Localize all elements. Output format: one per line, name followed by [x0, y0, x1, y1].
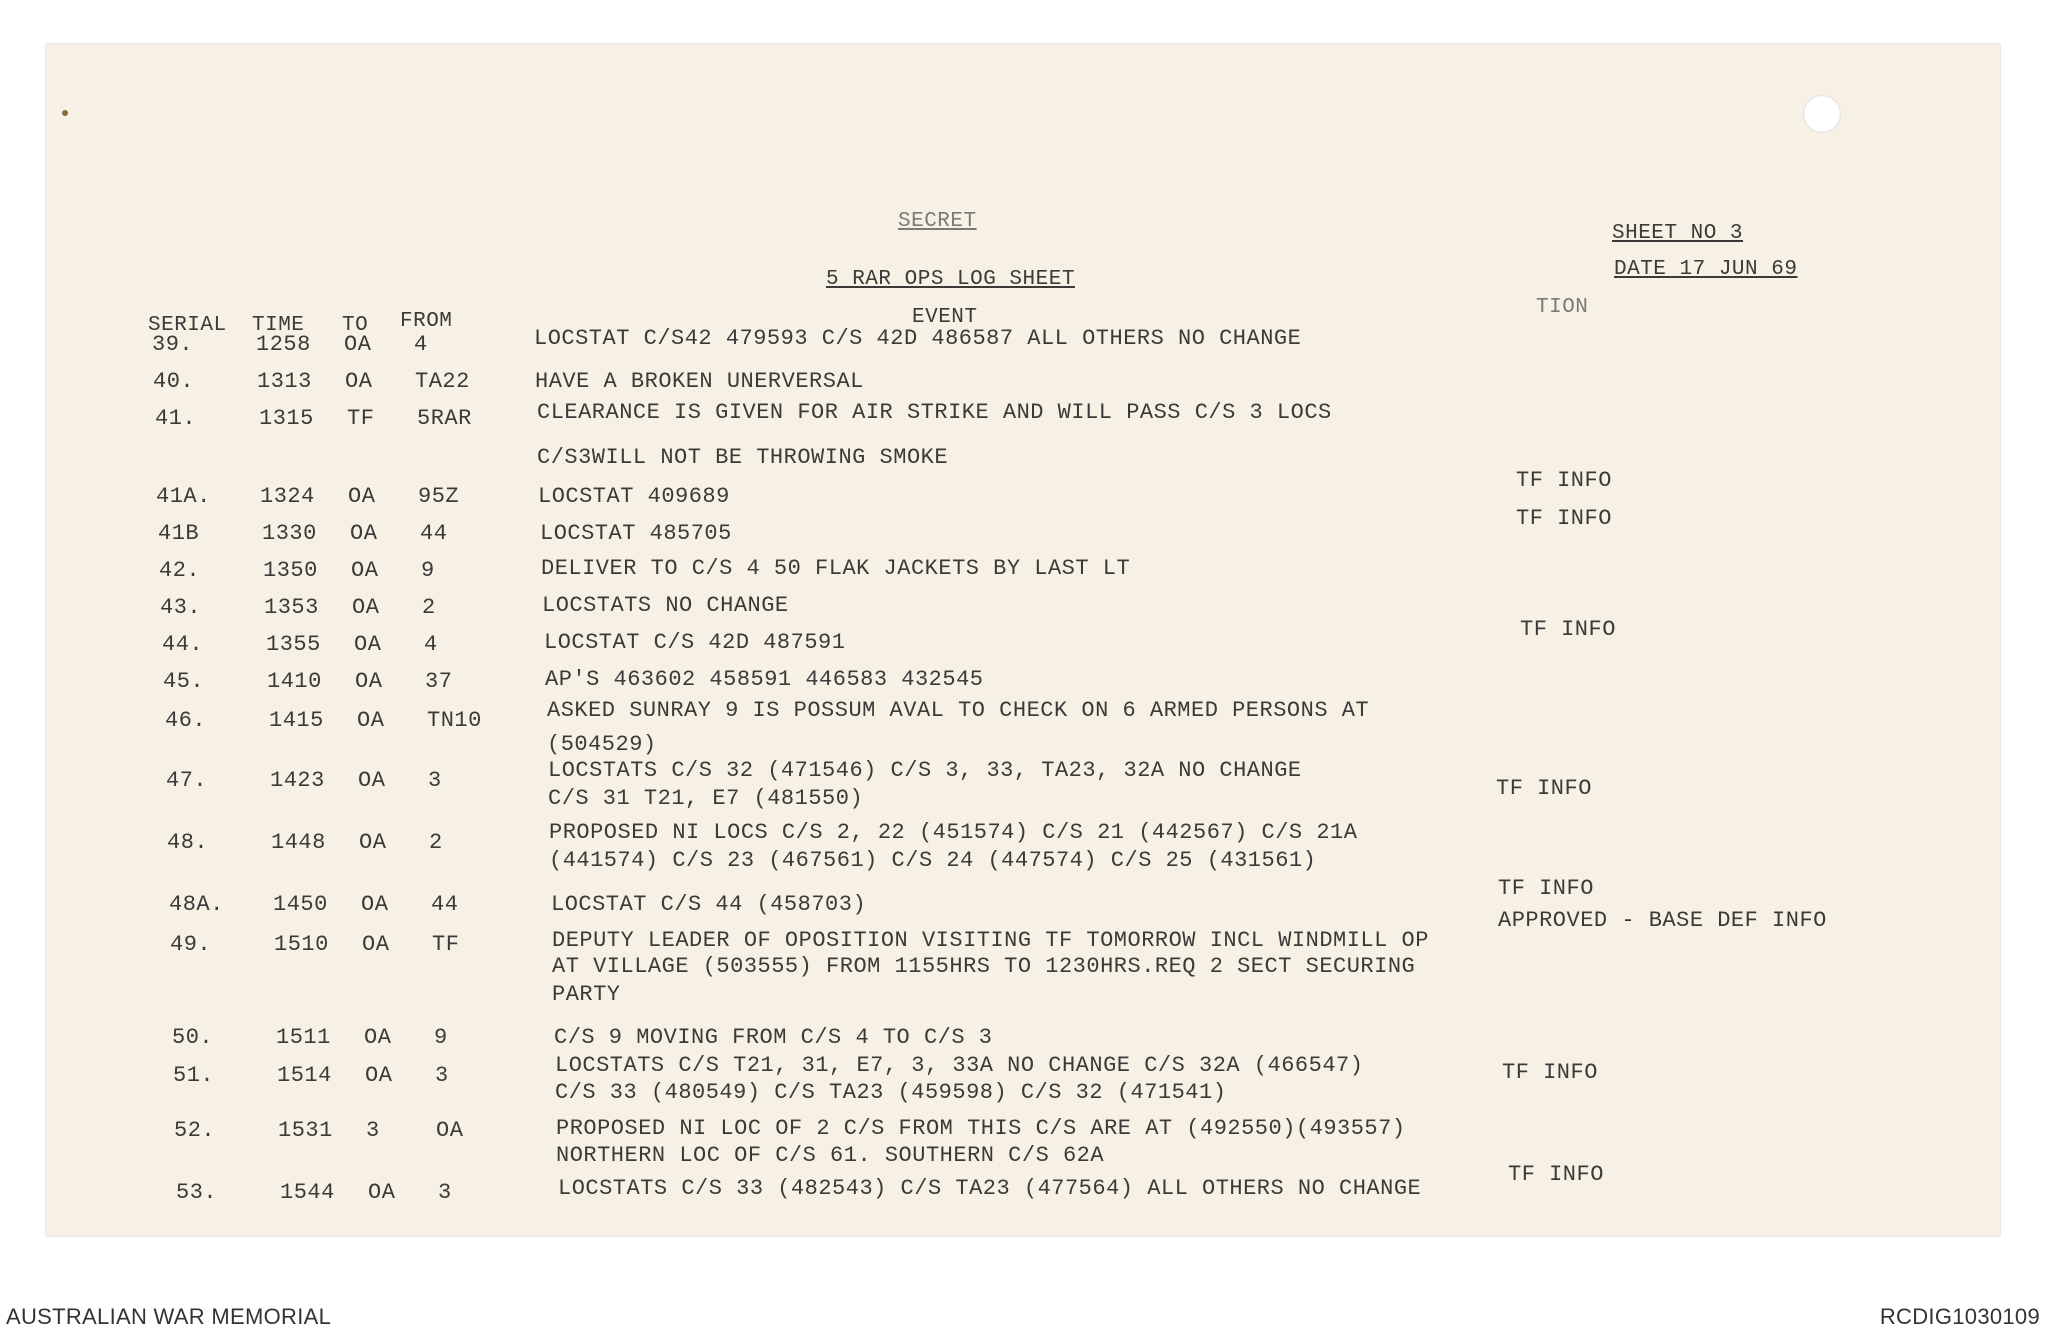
entry-event-line: C/S 31 T21, E7 (481550)	[548, 786, 864, 811]
entry-from: 3	[435, 1063, 449, 1088]
entry-serial: 45.	[163, 669, 205, 694]
entry-from: TN10	[427, 708, 482, 733]
entry-event-line: LOCSTATS NO CHANGE	[542, 593, 789, 618]
entry-from: 9	[421, 558, 435, 583]
entry-serial: 39.	[152, 332, 194, 357]
entry-from: 3	[428, 768, 442, 793]
entry-to: OA	[350, 521, 378, 546]
entry-event-line: PROPOSED NI LOCS C/S 2, 22 (451574) C/S 21 (442567) C/S 21A	[549, 820, 1358, 845]
entry-event-line: LOCSTAT 485705	[540, 521, 732, 546]
entry-from: 4	[424, 632, 438, 657]
entry-time: 1423	[270, 768, 325, 793]
entry-time: 1313	[257, 369, 312, 394]
entry-serial: 41B	[158, 521, 200, 546]
entry-time: 1258	[256, 332, 311, 357]
entry-event-line: LOCSTATS C/S 32 (471546) C/S 3, 33, TA23, 32A NO CHANGE	[548, 758, 1302, 783]
entry-to: OA	[361, 892, 389, 917]
entry-event-line: LOCSTAT C/S 44 (458703)	[551, 892, 867, 917]
entry-event-line: PROPOSED NI LOC OF 2 C/S FROM THIS C/S ARE AT (492550)(493557)	[556, 1116, 1406, 1141]
entry-to: OA	[348, 484, 376, 509]
header-action: TION	[1536, 296, 1589, 319]
entry-time: 1415	[269, 708, 324, 733]
entry-from: 2	[429, 830, 443, 855]
entry-from: 37	[425, 669, 453, 694]
entry-from: 9	[434, 1025, 448, 1050]
entry-from: 5RAR	[417, 406, 472, 431]
entry-event-line: PARTY	[552, 982, 621, 1007]
paper-speck	[62, 110, 68, 116]
entry-serial: 48.	[167, 830, 209, 855]
entry-serial: 41.	[155, 406, 197, 431]
entry-time: 1531	[278, 1118, 333, 1143]
entry-serial: 40.	[153, 369, 195, 394]
header-from: FROM	[400, 310, 453, 333]
entry-time: 1353	[264, 595, 319, 620]
entry-serial: 42.	[159, 558, 201, 583]
footer-archive-name: AUSTRALIAN WAR MEMORIAL	[6, 1304, 332, 1329]
entry-to: OA	[355, 669, 383, 694]
entry-from: 4	[414, 332, 428, 357]
entry-from: 44	[420, 521, 448, 546]
entry-serial: 48A.	[169, 892, 224, 917]
entry-action: TF INFO	[1508, 1162, 1604, 1187]
entry-event-line: CLEARANCE IS GIVEN FOR AIR STRIKE AND WILL PASS C/S 3 LOCS	[537, 400, 1332, 425]
entry-event-line: LOCSTAT C/S42 479593 C/S 42D 486587 ALL OTHERS NO CHANGE	[534, 326, 1302, 351]
entry-serial: 47.	[166, 768, 208, 793]
entry-time: 1544	[280, 1180, 335, 1205]
entry-to: OA	[354, 632, 382, 657]
entry-serial: 53.	[176, 1180, 218, 1205]
entry-to: OA	[344, 332, 372, 357]
entry-action: APPROVED - BASE DEF INFO	[1498, 908, 1827, 933]
entry-event-line: HAVE A BROKEN UNERVERSAL	[535, 369, 864, 394]
entry-from: 2	[422, 595, 436, 620]
entry-serial: 49.	[170, 932, 212, 957]
entry-serial: 41A.	[156, 484, 211, 509]
header-event: EVENT	[912, 306, 978, 329]
entry-event-line: DELIVER TO C/S 4 50 FLAK JACKETS BY LAST LT	[541, 556, 1131, 581]
footer-record-id: RCDIG1030109	[1879, 1304, 2040, 1329]
entry-time: 1514	[277, 1063, 332, 1088]
entry-action: TF INFO	[1502, 1060, 1598, 1085]
entry-action: TF INFO	[1516, 506, 1612, 531]
entry-event-line: C/S 33 (480549) C/S TA23 (459598) C/S 32 (471541)	[555, 1080, 1227, 1105]
entry-serial: 51.	[173, 1063, 215, 1088]
entry-event-line: AT VILLAGE (503555) FROM 1155HRS TO 1230HRS.REQ 2 SECT SECURING	[552, 954, 1416, 979]
entry-action: TF INFO	[1496, 776, 1592, 801]
entry-to: OA	[357, 708, 385, 733]
sheet-number: SHEET NO 3	[1612, 222, 1744, 245]
entry-time: 1410	[267, 669, 322, 694]
sheet-date: DATE 17 JUN 69	[1614, 258, 1798, 281]
entry-to: OA	[358, 768, 386, 793]
entry-event-line: LOCSTAT C/S 42D 487591	[544, 630, 846, 655]
entry-time: 1350	[263, 558, 318, 583]
entry-to: OA	[345, 369, 373, 394]
entry-serial: 43.	[160, 595, 202, 620]
entry-to: OA	[359, 830, 387, 855]
entry-action: TF INFO	[1498, 876, 1594, 901]
entry-event-line: (504529)	[547, 732, 657, 757]
entry-time: 1355	[266, 632, 321, 657]
entry-event-line: LOCSTATS C/S 33 (482543) C/S TA23 (477564) ALL OTHERS NO CHANGE	[558, 1176, 1422, 1201]
header-to: TO	[342, 314, 369, 337]
entry-event-line: LOCSTATS C/S T21, 31, E7, 3, 33A NO CHANGE C/S 32A (466547)	[555, 1053, 1364, 1078]
entry-to: 3	[366, 1118, 380, 1143]
entry-event-line: LOCSTAT 409689	[538, 484, 730, 509]
entry-action: TF INFO	[1516, 468, 1612, 493]
entry-from: TA22	[415, 369, 470, 394]
entry-time: 1315	[259, 406, 314, 431]
entry-serial: 44.	[162, 632, 204, 657]
entry-serial: 52.	[174, 1118, 216, 1143]
entry-time: 1448	[271, 830, 326, 855]
entry-from: 95Z	[418, 484, 460, 509]
entry-to: OA	[365, 1063, 393, 1088]
entry-time: 1511	[276, 1025, 331, 1050]
entry-to: OA	[352, 595, 380, 620]
entry-serial: 50.	[172, 1025, 214, 1050]
entry-event-line: DEPUTY LEADER OF OPOSITION VISITING TF TOMORROW INCL WINDMILL OP	[552, 928, 1429, 953]
page-title: 5 RAR OPS LOG SHEET	[826, 268, 1075, 291]
entry-from: OA	[436, 1118, 464, 1143]
entry-to: OA	[368, 1180, 396, 1205]
entry-event-line: (441574) C/S 23 (467561) C/S 24 (447574) C/S 25 (431561)	[549, 848, 1317, 873]
entry-to: OA	[351, 558, 379, 583]
entry-to: OA	[362, 932, 390, 957]
entry-time: 1330	[262, 521, 317, 546]
entry-event-line: ASKED SUNRAY 9 IS POSSUM AVAL TO CHECK ON 6 ARMED PERSONS AT	[547, 698, 1370, 723]
entry-event-line: NORTHERN LOC OF C/S 61. SOUTHERN C/S 62A	[556, 1143, 1105, 1168]
entry-serial: 46.	[165, 708, 207, 733]
entry-from: 44	[431, 892, 459, 917]
entry-event-line: C/S 9 MOVING FROM C/S 4 TO C/S 3	[554, 1025, 993, 1050]
entry-time: 1510	[274, 932, 329, 957]
entry-time: 1324	[260, 484, 315, 509]
header-serial: SERIAL	[148, 314, 227, 337]
entry-to: OA	[364, 1025, 392, 1050]
entry-time: 1450	[273, 892, 328, 917]
entry-event-line: AP'S 463602 458591 446583 432545	[545, 667, 984, 692]
entry-event-line: C/S3WILL NOT BE THROWING SMOKE	[537, 445, 949, 470]
punch-hole	[1803, 95, 1841, 133]
entry-from: TF	[432, 932, 460, 957]
entry-to: TF	[347, 406, 375, 431]
entry-from: 3	[438, 1180, 452, 1205]
classification-stamp: SECRET	[898, 210, 977, 233]
entry-action: TF INFO	[1520, 617, 1616, 642]
header-time: TIME	[252, 314, 305, 337]
